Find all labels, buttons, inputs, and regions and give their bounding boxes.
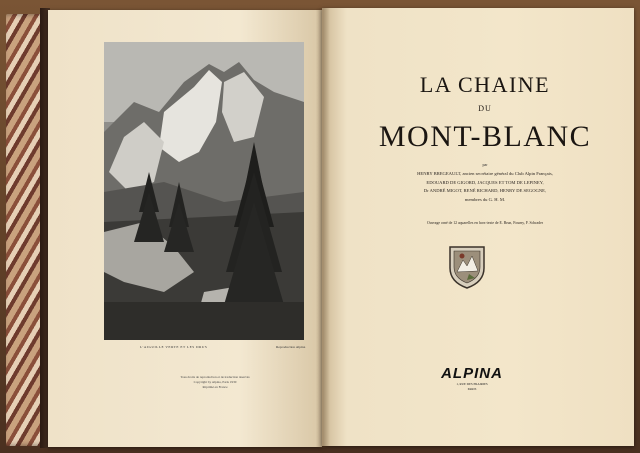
publisher-city: PARIS [467,386,477,391]
publisher-address: 1, RUE DES PRAIRIES [456,382,488,386]
author-line: HENRY BREGEAULT, ancien secrétaire général du Club Alpin Français, [417,171,553,176]
copyright-line: Copyright by Alpina, Paris 1930 [193,380,237,384]
shield-emblem-icon [447,244,487,295]
photo-caption: L'AIGUILLE VERTE ET LES DRUS [140,345,208,349]
publisher-block [418,365,526,391]
author-line: Dr ANDRÉ MIGOT, RENÉ RICHARD, HENRY DE SEGOGNE, [423,188,547,193]
author-line: membres du G. H. M. [464,196,506,202]
illustrations-note: Ouvrage orné de 12 aquarelles en hors-texte de E. Brun, Fourny, F. Schrader [426,221,544,225]
book-gutter [316,8,330,448]
authors-list [352,170,618,204]
photo-credit: Reproduction Alpina [276,345,306,349]
publisher-logo: ALPINA [441,365,503,382]
mountain-photograph [104,42,304,340]
copyright-notice [160,375,270,390]
author-line: EDOUARD DE GIGORD, JACQUES ET TOM DE LEPINEY, [426,179,544,185]
copyright-line: Imprimé en France [202,385,228,389]
byline-par: par [482,162,488,167]
title-du: DU [478,104,492,113]
title-line-2: MONT-BLANC [378,120,592,153]
title-line-1: LA CHAINE [419,72,551,97]
copyright-line: Tous droits de reproduction et de traduction réservés [180,375,250,379]
